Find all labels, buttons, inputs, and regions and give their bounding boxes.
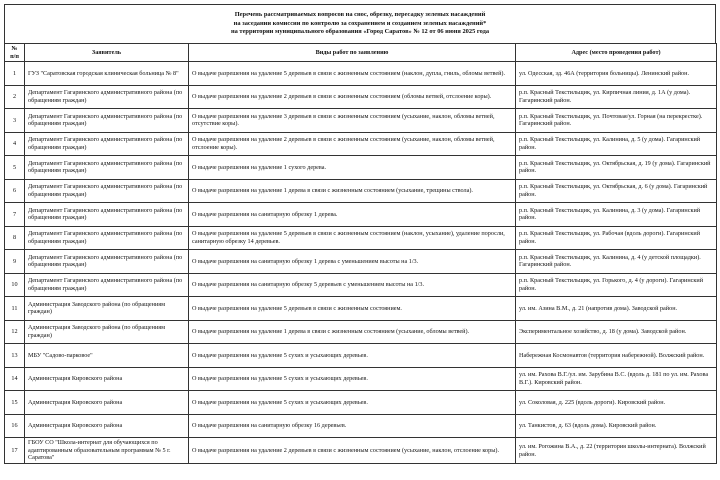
cell-num: 12 bbox=[5, 320, 25, 344]
cell-address: р.п. Красный Текстильщик, ул. Калинина, д. 3 (у дома). Гагаринский район. bbox=[516, 203, 717, 227]
cell-work: О выдаче разрешения на удаление 1 дерева в связи с жизненным состоянием (усыхание, трещины ствола). bbox=[189, 179, 516, 203]
table-row bbox=[5, 414, 717, 438]
cell-num: 2 bbox=[5, 85, 25, 109]
cell-work: О выдаче разрешения на удаление 5 сухих и усыхающих деревьев. bbox=[189, 344, 516, 368]
cell-applicant: Администрация Кировского района bbox=[25, 367, 189, 391]
cell-num: 10 bbox=[5, 273, 25, 297]
cell-applicant: Департамент Гагаринского административного района (по обращениям граждан) bbox=[25, 273, 189, 297]
document-page bbox=[4, 4, 716, 464]
cell-work: О выдаче разрешения на удаление 2 деревьев в связи с жизненным состоянием (усыхание, наклон, отслоение коры). bbox=[189, 438, 516, 464]
table-row bbox=[5, 344, 717, 368]
cell-num: 4 bbox=[5, 132, 25, 156]
cell-work: О выдаче разрешения на удаление 5 сухих и усыхающих деревьев. bbox=[189, 367, 516, 391]
table-row bbox=[5, 179, 717, 203]
table-row bbox=[5, 226, 717, 250]
title-line-1: Перечень рассматриваемых вопросов на снос, обрезку, пересадку зеленых насаждений bbox=[234, 11, 486, 19]
cell-address: р.п. Красный Текстильщик, ул. Горького, д. 4 (у дороги). Гагаринский район. bbox=[516, 273, 717, 297]
cell-work: О выдаче разрешения на санитарную обрезку 1 дерева. bbox=[189, 203, 516, 227]
cell-num: 14 bbox=[5, 367, 25, 391]
header-num: № п/п bbox=[5, 44, 25, 62]
cell-applicant: Департамент Гагаринского административного района (по обращениям граждан) bbox=[25, 179, 189, 203]
cell-applicant: ГУЗ "Саратовская городская клиническая больница № 8" bbox=[25, 62, 189, 86]
cell-applicant: Администрация Кировского района bbox=[25, 391, 189, 415]
cell-applicant: Департамент Гагаринского административного района (по обращениям граждан) bbox=[25, 85, 189, 109]
table-row bbox=[5, 391, 717, 415]
table-row bbox=[5, 250, 717, 274]
cell-address: ул. Соколовая, д. 225 (вдоль дороги). Кировский район. bbox=[516, 391, 717, 415]
cell-work: О выдаче разрешения на удаление 5 сухих и усыхающих деревьев. bbox=[189, 391, 516, 415]
cell-address: р.п. Красный Текстильщик, ул. Кирпичная линия, д. 1А (у дома). Гагаринский район. bbox=[516, 85, 717, 109]
table-header-row bbox=[5, 44, 717, 62]
table-row bbox=[5, 62, 717, 86]
cell-applicant: Департамент Гагаринского административного района (по обращениям граждан) bbox=[25, 132, 189, 156]
table-row bbox=[5, 438, 717, 464]
cell-num: 7 bbox=[5, 203, 25, 227]
cell-num: 8 bbox=[5, 226, 25, 250]
title-line-3: на территории муниципального образования «Город Саратов» № 12 от 06 июня 2025 года bbox=[230, 28, 490, 36]
cell-applicant: Департамент Гагаринского административного района (по обращениям граждан) bbox=[25, 156, 189, 180]
cell-applicant: МБУ "Садово-парковое" bbox=[25, 344, 189, 368]
cell-address: ул. им. Азина В.М., д. 21 (напротив дома). Заводской район. bbox=[516, 297, 717, 321]
table-row bbox=[5, 297, 717, 321]
cell-work: О выдаче разрешения на санитарную обрезку 5 деревьев с уменьшением высоты на 1/3. bbox=[189, 273, 516, 297]
cell-num: 3 bbox=[5, 109, 25, 133]
cell-address: Набережная Космонавтов (территория набережной). Волжский район. bbox=[516, 344, 717, 368]
cell-num: 15 bbox=[5, 391, 25, 415]
table-row bbox=[5, 320, 717, 344]
cell-work: О выдаче разрешения на санитарную обрезку 16 деревьев. bbox=[189, 414, 516, 438]
cell-address: р.п. Красный Текстильщик, ул. Рабочая (вдоль дороги). Гагаринский район. bbox=[516, 226, 717, 250]
cell-work: О выдаче разрешения на удаление 1 сухого дерева. bbox=[189, 156, 516, 180]
title-line-2: на заседании комиссии по контролю за сохранением и созданием зеленых насаждений* bbox=[233, 19, 487, 27]
cell-applicant: Департамент Гагаринского административного района (по обращениям граждан) bbox=[25, 226, 189, 250]
cell-address: Экспериментальное хозяйство, д. 18 (у дома). Заводской район. bbox=[516, 320, 717, 344]
cell-work: О выдаче разрешения на удаление 5 деревьев в связи с жизненным состоянием (наклон, дупла, гниль, обломы ветвей). bbox=[189, 62, 516, 86]
cell-address: ул. Танкистов, д. 63 (вдоль дома). Кировский район. bbox=[516, 414, 717, 438]
cell-applicant: Администрация Заводского района (по обращениям граждан) bbox=[25, 297, 189, 321]
table-row bbox=[5, 85, 717, 109]
table-row bbox=[5, 109, 717, 133]
green-spaces-table bbox=[4, 43, 717, 464]
cell-num: 6 bbox=[5, 179, 25, 203]
header-work: Виды работ по заявлению bbox=[189, 44, 516, 62]
cell-applicant: Администрация Заводского района (по обращениям граждан) bbox=[25, 320, 189, 344]
table-body bbox=[5, 62, 717, 464]
cell-num: 17 bbox=[5, 438, 25, 464]
cell-address: р.п. Красный Текстильщик, ул. Калинина, д. 5 (у дома). Гагаринский район. bbox=[516, 132, 717, 156]
header-applicant: Заявитель bbox=[25, 44, 189, 62]
cell-num: 11 bbox=[5, 297, 25, 321]
cell-work: О выдаче разрешения на удаление 2 деревьев в связи с жизненным состоянием (обломы ветвей, отслоение коры). bbox=[189, 85, 516, 109]
cell-address: р.п. Красный Текстильщик, ул. Октябрьская, д. 6 (у дома). Гагаринский район. bbox=[516, 179, 717, 203]
table-row bbox=[5, 156, 717, 180]
cell-address: р.п. Красный Текстильщик, ул. Почтовая/ул. Горная (на перекрестке). Гагаринский район. bbox=[516, 109, 717, 133]
cell-work: О выдаче разрешения на удаление 1 дерева в связи с жизненным состоянием (усыхание, обломы ветвей). bbox=[189, 320, 516, 344]
cell-address: р.п. Красный Текстильщик, ул. Калинина, д. 4 (у детской площадки). Гагаринский район. bbox=[516, 250, 717, 274]
cell-applicant: Департамент Гагаринского административного района (по обращениям граждан) bbox=[25, 250, 189, 274]
cell-work: О выдаче разрешения на санитарную обрезку 1 дерева с уменьшением высоты на 1/3. bbox=[189, 250, 516, 274]
table-row bbox=[5, 273, 717, 297]
table-row bbox=[5, 203, 717, 227]
cell-num: 1 bbox=[5, 62, 25, 86]
cell-address: ул. им. Рахова В.Г./ул. им. Зарубина В.С. (вдоль д. 181 по ул. им. Рахова В.Г.). Кировский район. bbox=[516, 367, 717, 391]
cell-applicant: Департамент Гагаринского административного района (по обращениям граждан) bbox=[25, 109, 189, 133]
cell-applicant: ГБОУ СО "Школа-интернат для обучающихся по адаптированным образовательным программам № 5 г. Саратова" bbox=[25, 438, 189, 464]
header-address: Адрес (место проведения работ) bbox=[516, 44, 717, 62]
cell-address: р.п. Красный Текстильщик, ул. Октябрьская, д. 19 (у дома). Гагаринский район. bbox=[516, 156, 717, 180]
cell-applicant: Администрация Кировского района bbox=[25, 414, 189, 438]
document-title bbox=[4, 4, 716, 43]
cell-num: 9 bbox=[5, 250, 25, 274]
cell-address: ул. им. Рогожина В.А., д. 22 (территория школы-интерната). Волжский район. bbox=[516, 438, 717, 464]
table-row bbox=[5, 367, 717, 391]
cell-work: О выдаче разрешения на удаление 5 деревьев в связи с жизненным состоянием (наклон, усыхание), удаление поросли, санитарную обрезку 14 деревьев. bbox=[189, 226, 516, 250]
cell-address: ул. Одесская, зд. 46А (территория больницы). Ленинский район. bbox=[516, 62, 717, 86]
cell-num: 13 bbox=[5, 344, 25, 368]
cell-work: О выдаче разрешения на удаление 3 деревьев в связи с жизненным состоянием (усыхание, наклон, обломы ветвей, отсутствие коры). bbox=[189, 109, 516, 133]
cell-num: 5 bbox=[5, 156, 25, 180]
cell-work: О выдаче разрешения на удаление 5 деревьев в связи с жизненным состоянием. bbox=[189, 297, 516, 321]
cell-applicant: Департамент Гагаринского административного района (по обращениям граждан) bbox=[25, 203, 189, 227]
cell-num: 16 bbox=[5, 414, 25, 438]
table-row bbox=[5, 132, 717, 156]
cell-work: О выдаче разрешения на удаление 2 деревьев в связи с жизненным состоянием (усыхание, наклон, обломы ветвей, отслоение коры). bbox=[189, 132, 516, 156]
